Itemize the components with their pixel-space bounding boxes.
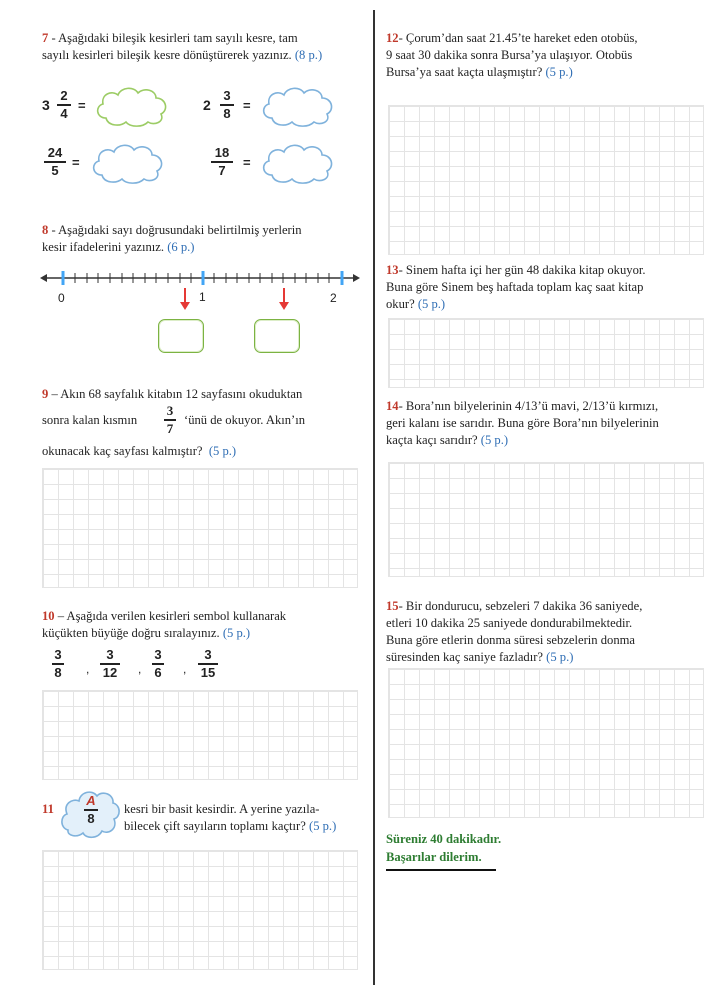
q9-line2b: ‘ünü de okuyor. Akın’ın <box>184 413 306 427</box>
q7-item1-equals: = <box>78 98 86 113</box>
q15-number: 15 <box>386 599 399 613</box>
q7-item4-equals: = <box>243 155 251 170</box>
column-divider <box>373 10 375 985</box>
q14-points: (5 p.) <box>480 433 509 447</box>
q7-item1-whole: 3 <box>42 97 50 113</box>
q8-arrow-1 <box>180 288 190 310</box>
q9-answer-grid[interactable] <box>42 468 358 588</box>
q10-answer-grid[interactable] <box>42 690 358 780</box>
q8-number: 8 <box>42 223 49 237</box>
q14-text: 14- Bora’nın bilyelerinin 4/13’ü mavi, 2/13’ü kırmızı, geri kalanı ise sarıdır. Buna göre Bora’nın bilyelerinin kaçta kaçı sarıdır? (5 p.) <box>386 399 659 447</box>
q7-item3-equals: = <box>72 155 80 170</box>
q7-number: 7 <box>42 31 49 45</box>
q7-item3-cloud-answer[interactable] <box>88 141 168 185</box>
q7-item1-fraction: 2 4 <box>57 89 71 121</box>
q10-fraction-3: 3 6 <box>152 648 164 680</box>
q13-number: 13 <box>386 263 399 277</box>
q7-item1-cloud-answer[interactable] <box>92 84 172 128</box>
q15-points: (5 p.) <box>546 650 574 664</box>
q9-line1: 9 – Akın 68 sayfalık kitabın 12 sayfasını okuduktan <box>42 387 303 401</box>
q10-fraction-4: 3 15 <box>198 648 218 680</box>
q10-points: (5 p.) <box>222 626 251 640</box>
q12-points: (5 p.) <box>545 65 573 79</box>
q8-label-1: 1 <box>199 290 206 304</box>
q8-points: (6 p.) <box>167 240 195 254</box>
q14-answer-grid[interactable] <box>388 462 704 577</box>
q8-arrow-2 <box>279 288 289 310</box>
q7-item2-equals: = <box>243 98 251 113</box>
q10-text: 10 – Aşağıda verilen kesirleri sembol kullanarak küçükten büyüğe doğru sıralayınız. (5 p.) <box>42 609 287 640</box>
q9-number: 9 <box>42 387 49 401</box>
q9-line3: okunacak kaç sayfası kalmıştır? (5 p.) <box>42 444 237 458</box>
q9-points: (5 p.) <box>208 444 237 458</box>
footer-underline <box>386 869 496 871</box>
q11-fraction: A 8 <box>84 794 98 826</box>
q8-text: 8 - Aşağıdaki sayı doğrusundaki belirtilmiş yerlerin kesir ifadelerini yazınız. (6 p.) <box>42 223 302 254</box>
footer-time-note: Süreniz 40 dakikadır. <box>386 832 502 846</box>
q7-item2-whole: 2 <box>203 97 211 113</box>
q9-line2a: sonra kalan kısmın <box>42 413 138 427</box>
q11-points: (5 p.) <box>309 819 337 833</box>
q7-points: (8 p.) <box>294 48 323 62</box>
q15-answer-grid[interactable] <box>388 668 704 818</box>
q8-label-0: 0 <box>58 291 65 305</box>
q12-answer-grid[interactable] <box>388 105 704 255</box>
q7-item4-fraction: 18 7 <box>211 146 233 178</box>
q13-text: 13- Sinem hafta içi her gün 48 dakika kitap okuyor. Buna göre Sinem beş haftada toplam kaç saat kitap okur? (5 p.) <box>386 263 646 311</box>
q10-fraction-1: 3 8 <box>52 648 64 680</box>
q7-item2-cloud-answer[interactable] <box>258 84 338 128</box>
q8-answer-box-2[interactable] <box>254 319 300 353</box>
q12-text: 12- Çorum’dan saat 21.45’te hareket eden otobüs, 9 saat 30 dakika sonra Bursa’ya ulaşıyor. Otobüs Bursa’ya saat kaçta ulaşmıştır? (5 p.) <box>386 31 638 79</box>
q14-number: 14 <box>386 399 399 413</box>
q13-answer-grid[interactable] <box>388 318 704 388</box>
q10-separator-1: , <box>86 662 90 676</box>
q13-points: (5 p.) <box>417 297 446 311</box>
q10-number: 10 <box>42 609 55 623</box>
q7-text: 7 - Aşağıdaki bileşik kesirleri tam sayılı kesre, tam sayılı kesirleri bileşik kesre dönüştürerek yazınız. (8 p.) <box>42 31 323 62</box>
q12-number: 12 <box>386 31 399 45</box>
q7-item4-cloud-answer[interactable] <box>258 141 338 185</box>
q11-number: 11 <box>42 802 54 816</box>
q11-text: kesri bir basit kesirdir. A yerine yazıla- bilecek çift sayıların toplamı kaçtır? (5 p.) <box>124 802 337 833</box>
footer-good-luck: Başarılar dilerim. <box>386 850 482 864</box>
q7-item3-fraction: 24 5 <box>44 146 66 178</box>
q8-label-2: 2 <box>330 291 337 305</box>
q8-answer-box-1[interactable] <box>158 319 204 353</box>
q7-item2-fraction: 3 8 <box>220 89 234 121</box>
q10-separator-3: , <box>183 662 187 676</box>
q15-text: 15- Bir dondurucu, sebzeleri 7 dakika 36 saniyede, etleri 10 dakika 25 saniyede dondurabilmektedir. Buna göre etlerin donma süresi sebzelerin donma süresinden kaç saniye fazladır? (5 p.) <box>386 599 643 664</box>
q10-separator-2: , <box>138 662 142 676</box>
q11-answer-grid[interactable] <box>42 850 358 970</box>
q10-fraction-2: 3 12 <box>100 648 120 680</box>
q9-fraction: 3 7 <box>164 404 176 436</box>
